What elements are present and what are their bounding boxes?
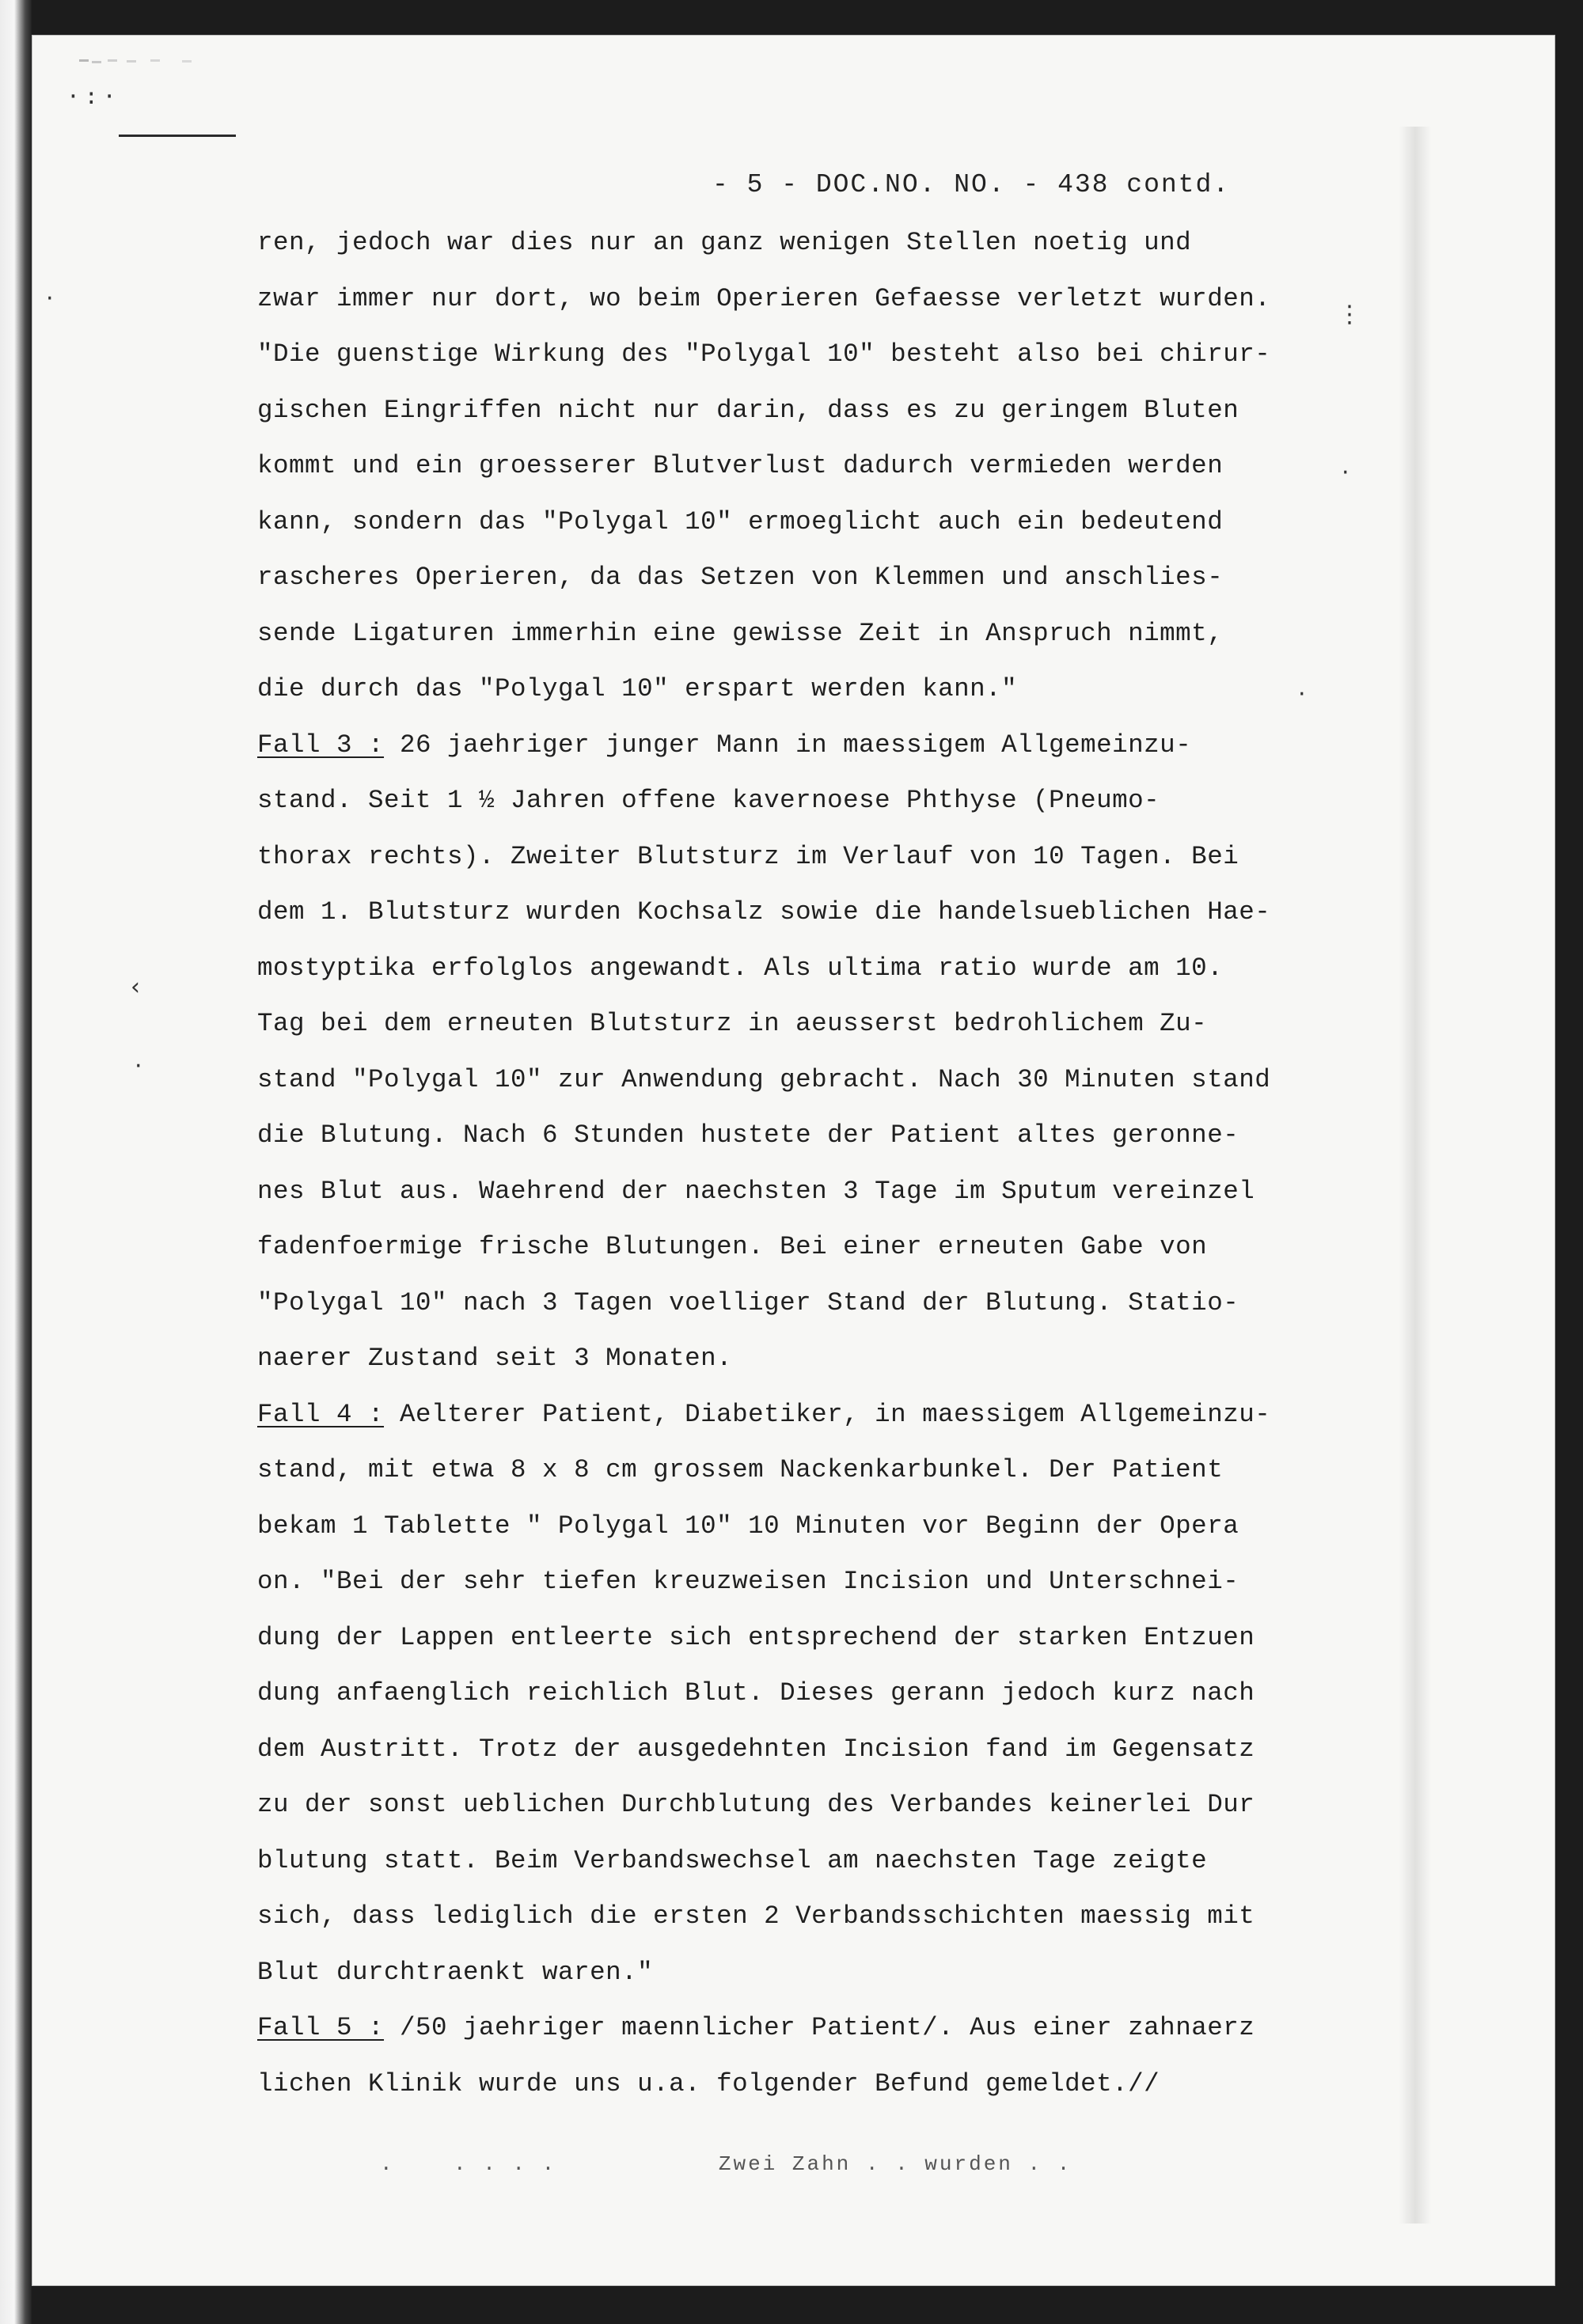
text-line: gischen Eingriffen nicht nur darin, dass es zu geringem Bluten <box>257 395 1239 425</box>
margin-dot: · <box>46 285 54 313</box>
case-4-label: Fall 4 : <box>257 1399 385 1429</box>
cut-off-bottom-line: . . . . . Zwei Zahn . . wurden . . <box>380 2152 1072 2176</box>
text-line: dung anfaenglich reichlich Blut. Dieses gerann jedoch kurz nach <box>257 1678 1255 1708</box>
text-line: thorax rechts). Zweiter Blutsturz im Verlauf von 10 Tagen. Bei <box>257 841 1239 871</box>
binding-edge <box>0 0 32 2324</box>
page-fold-shadow <box>1399 127 1431 2224</box>
text-line: kommt und ein groesserer Blutverlust dadurch vermieden werden <box>257 451 1224 480</box>
bleed-through-marks <box>79 59 89 62</box>
case-3-label: Fall 3 : <box>257 730 385 760</box>
text-line: "Die guenstige Wirkung des "Polygal 10" besteht also bei chirur- <box>257 339 1271 369</box>
text-line: mostyptika erfolglos angewandt. Als ultima ratio wurde am 10. <box>257 953 1224 983</box>
margin-tick: ⋮ <box>1338 301 1361 328</box>
case-4-heading-line <box>257 1387 1381 1443</box>
text-line: stand, mit etwa 8 x 8 cm grossem Nackenkarbunkel. Der Patient <box>257 1455 1224 1484</box>
text-line: dem 1. Blutsturz wurden Kochsalz sowie die handelsueblichen Hae- <box>257 897 1271 927</box>
case-3-first-line: 26 jaehriger junger Mann in maessigem Allgemeinzu- <box>384 730 1192 760</box>
page-header: - 5 - DOC.NO. NO. - 438 contd. <box>712 170 1231 199</box>
case-5-label: Fall 5 : <box>257 2013 385 2042</box>
case-4-first-line: Aelterer Patient, Diabetiker, in maessigem Allgemeinzu- <box>384 1399 1271 1429</box>
case-5-heading-line <box>257 2000 1381 2057</box>
margin-dot: ‹ <box>131 973 140 1001</box>
text-line: dem Austritt. Trotz der ausgedehnten Incision fand im Gegensatz <box>257 1734 1255 1764</box>
text-line: die Blutung. Nach 6 Stunden hustete der Patient altes geronne- <box>257 1120 1239 1150</box>
case-3-heading-line <box>257 718 1381 774</box>
text-line: stand "Polygal 10" zur Anwendung gebracht. Nach 30 Minuten stand <box>257 1064 1271 1094</box>
text-line: Tag bei dem erneuten Blutsturz in aeusserst bedrohlichem Zu- <box>257 1009 1208 1038</box>
text-line: kann, sondern das "Polygal 10" ermoeglicht auch ein bedeutend <box>257 506 1224 536</box>
top-rule <box>119 135 236 137</box>
text-line: lichen Klinik wurde uns u.a. folgender Befund gemeldet.// <box>257 2068 1160 2098</box>
corner-marks: ·:· <box>66 83 121 109</box>
text-line: dung der Lappen entleerte sich entsprechend der starken Entzuen <box>257 1622 1255 1652</box>
text-line: fadenfoermige frische Blutungen. Bei einer erneuten Gabe von <box>257 1232 1208 1261</box>
document-body <box>257 215 1381 2112</box>
text-line: zu der sonst ueblichen Durchblutung des Verbandes keinerlei Dur <box>257 1790 1255 1819</box>
text-line: "Polygal 10" nach 3 Tagen voelliger Stand der Blutung. Statio- <box>257 1287 1239 1317</box>
text-line: zwar immer nur dort, wo beim Operieren Gefaesse verletzt wurden. <box>257 283 1271 313</box>
text-line: naerer Zustand seit 3 Monaten. <box>257 1344 733 1373</box>
text-line: nes Blut aus. Waehrend der naechsten 3 Tage im Sputum vereinzel <box>257 1176 1255 1206</box>
text-line: on. "Bei der sehr tiefen kreuzweisen Incision und Unterschnei- <box>257 1567 1239 1596</box>
text-line: stand. Seit 1 ½ Jahren offene kavernoese Phthyse (Pneumo- <box>257 786 1160 815</box>
text-line: ren, jedoch war dies nur an ganz wenigen Stellen noetig und <box>257 228 1192 257</box>
text-line: rascheres Operieren, da das Setzen von Klemmen und anschlies- <box>257 563 1224 592</box>
text-line: die durch das "Polygal 10" erspart werden kann." <box>257 674 1018 703</box>
text-line: bekam 1 Tablette " Polygal 10" 10 Minuten vor Beginn der Opera <box>257 1511 1239 1541</box>
text-line: Blut durchtraenkt waren." <box>257 1957 654 1987</box>
case-5-first-line: /50 jaehriger maennlicher Patient/. Aus einer zahnaerz <box>384 2013 1255 2042</box>
text-line: sich, dass lediglich die ersten 2 Verbandsschichten maessig mit <box>257 1901 1255 1931</box>
text-line: blutung statt. Beim Verbandswechsel am naechsten Tage zeigte <box>257 1845 1208 1875</box>
margin-tick: · <box>1342 459 1350 487</box>
margin-dot: · <box>135 1052 142 1080</box>
margin-dot: · <box>1298 681 1306 708</box>
text-line: sende Ligaturen immerhin eine gewisse Zeit in Anspruch nimmt, <box>257 618 1224 648</box>
